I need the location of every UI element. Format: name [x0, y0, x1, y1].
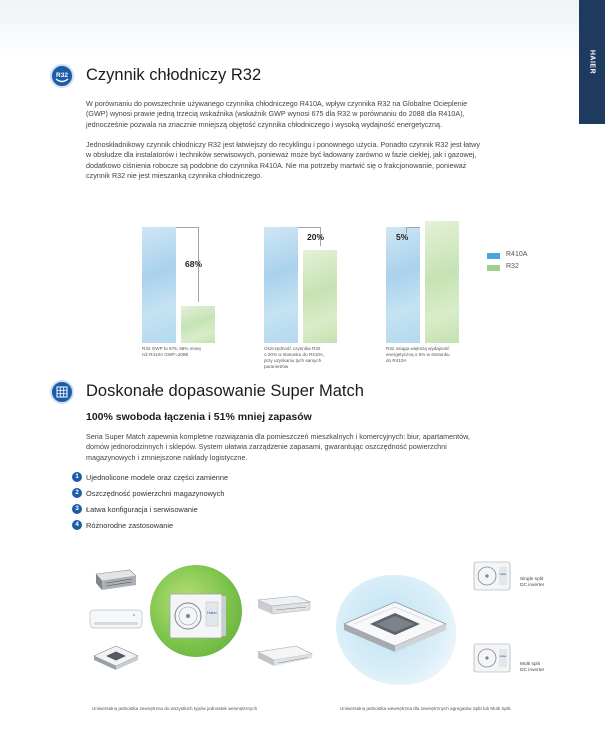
brand-tab: HAIER: [579, 0, 605, 124]
caption-line: energetyczną o 5% w stosunku: [386, 352, 450, 357]
svg-text:Haier: Haier: [499, 654, 507, 658]
console-unit-image: [256, 594, 312, 621]
bar-r410a: [142, 227, 176, 343]
ducted-unit-image: [92, 568, 138, 597]
large-cassette-unit-image: [340, 598, 450, 659]
bar-r410a: [264, 227, 298, 343]
cassette-unit-image: [92, 642, 140, 677]
r32-refrigerant-icon: [50, 64, 74, 88]
svg-text:Haier: Haier: [207, 610, 217, 615]
left-illustration-caption: Uniwersalna jednostka zewnętrzna do wszystkich typów jednostek wewnętrznych: [92, 706, 258, 711]
text-line: DC inverter: [520, 668, 545, 673]
text-line: DC inverter: [520, 583, 545, 588]
feature-number-badge: 4: [72, 520, 82, 530]
feature-number-badge: 2: [72, 488, 82, 498]
text-line: Jednoskładnikowy czynnik chłodniczy R32 jest łatwiejszy do recyklingu i ponownego użycia. Ponadto czynnik R32 jest łatwy: [86, 140, 480, 149]
single-split-caption: [520, 577, 544, 589]
text-line: Multi split: [520, 662, 540, 667]
difference-label: 5%: [396, 232, 409, 242]
multi-split-outdoor-image: [472, 640, 514, 681]
difference-tick: [298, 227, 321, 228]
text-line: Seria Super Match zapewnia kompletne rozwiązania dla pomieszczeń mieszkalnych i komercyjnych: biur, apartamentów,: [86, 432, 470, 441]
text-line: dodatkowo ciśnienia robocze są podobne do czynnika R410A. Nie ma potrzeby martwić się o frakcjonowanie, ponieważ: [86, 160, 467, 170]
feature-item: Łatwa konfiguracja i serwisowanie: [86, 505, 198, 514]
legend-swatch: [487, 253, 500, 259]
text-line: w obsłudze dla instalatorów i techników serwisowych, ponieważ może być ładowany zarówno w fazie ciekłej, jak i gazowej,: [86, 150, 477, 160]
caption-line: o 20% w stosunku do R410A,: [264, 352, 325, 357]
r32-paragraph-2: [86, 140, 586, 182]
grid-cube-icon: [50, 380, 74, 404]
legend-label: R410A: [506, 251, 528, 258]
feature-item: Oszczędność powierzchni magazynowych: [86, 489, 225, 498]
text-line: domów jednorodzinnych i sklepów. System ułatwia zarządzenie zapasami, gwarantując oszczędność powierzchni: [86, 442, 447, 452]
difference-tick: [406, 227, 420, 228]
super-match-subtitle: 100% swoboda łączenia i 51% mniej zapasów: [86, 411, 312, 423]
multi-split-caption: [520, 662, 544, 674]
caption-line: R32 GWP to 675, 68% mniej: [142, 346, 201, 351]
super-match-paragraph: [86, 432, 586, 463]
text-line: Single split: [520, 577, 544, 582]
ceiling-unit-image: [254, 644, 314, 675]
caption-line: parametrów: [264, 364, 289, 369]
feature-number-badge: 3: [72, 504, 82, 514]
section-title-super-match: Doskonałe dopasowanie Super Match: [86, 382, 364, 400]
caption-line: do R410A: [386, 358, 407, 363]
header-background: [0, 0, 605, 60]
outdoor-unit-image: [166, 588, 228, 649]
feature-item: Ujednolicone modele oraz części zamienne: [86, 473, 229, 482]
text-line: W porównaniu do powszechnie używanego czynnika chłodniczego R410A, wpływ czynnika R32 na Globalne Ocieplenie: [86, 99, 468, 108]
wall-unit-image: [88, 606, 144, 637]
bar-r410a: [386, 227, 420, 343]
difference-label: 68%: [185, 259, 203, 270]
r32-paragraph-1: [86, 99, 586, 130]
bar-r32: [181, 306, 215, 343]
legend-label: R32: [506, 263, 519, 270]
caption-line: Oszczędność czynnika R32: [264, 346, 321, 351]
bar-r32: [303, 250, 337, 343]
right-illustration-caption: Uniwersalna jednostka wewnętrzna dla zewnętrznych agregatów Split lub Multi Split.: [340, 706, 512, 711]
chart-caption: [142, 346, 228, 358]
r32-icon-text: R32: [56, 72, 68, 79]
svg-text:Haier: Haier: [499, 572, 507, 576]
section-title-r32: Czynnik chłodniczy R32: [86, 66, 262, 84]
bar-r32: [425, 221, 459, 343]
difference-label: 20%: [307, 232, 325, 242]
chart-caption: [264, 346, 350, 370]
caption-line: przy uzyskaniu tych samych: [264, 358, 322, 363]
text-line: jednocześnie pozwala na znacznie mniejszą objętość czynnika chłodniczego i wysoką wydajność energetyczną.: [86, 119, 442, 129]
difference-tick: [176, 227, 199, 228]
caption-line: niż R410A GWP=2088: [142, 352, 189, 357]
text-line: magazynowych i zmniejszone nakłady logistyczne.: [86, 452, 248, 462]
text-line: czynnik R32 nie jest mieszanką czynnika chłodniczego.: [86, 171, 263, 181]
feature-item: Różnorodne zastosowanie: [86, 521, 174, 530]
feature-number-badge: 1: [72, 472, 82, 482]
text-line: (GWP) wynosi prawie jedną trzecią wskaźnika (wskaźnik GWP wynosi 675 dla R32 w porównaniu do 2088 dla R410A),: [86, 109, 465, 119]
single-split-outdoor-image: [472, 558, 514, 599]
legend-swatch: [487, 265, 500, 271]
chart-caption: [386, 346, 472, 364]
caption-line: R32 osiąga większą wydajność: [386, 346, 450, 351]
